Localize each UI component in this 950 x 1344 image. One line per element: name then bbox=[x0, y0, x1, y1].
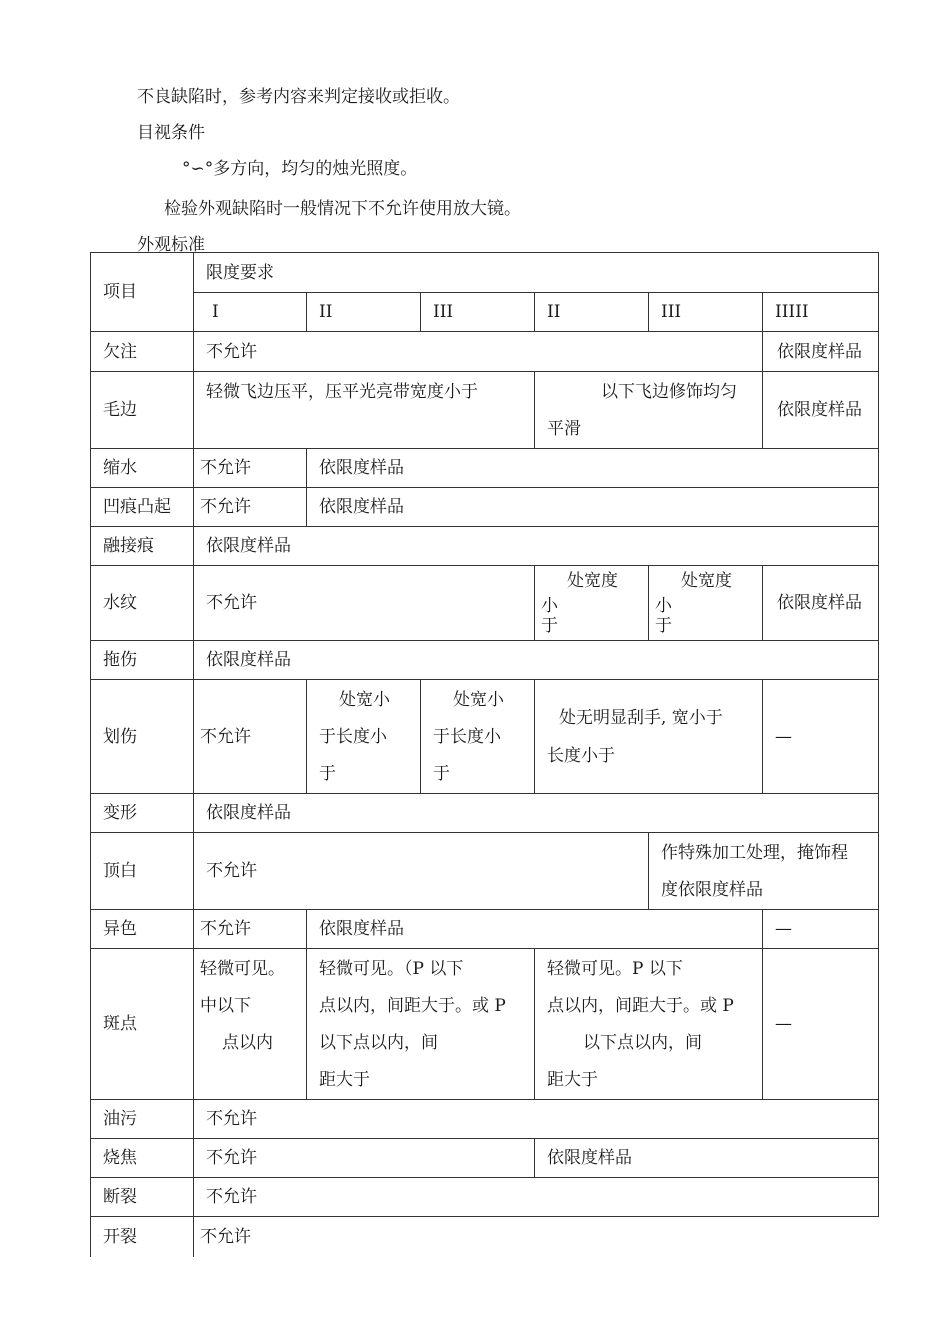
table-row bbox=[91, 1100, 879, 1139]
row-label: 欠注 bbox=[91, 332, 194, 372]
intro-line-4: 检验外观缺陷时一般情况下不允许使用放大镜。 bbox=[164, 199, 521, 219]
row-label: 斑点 bbox=[91, 949, 194, 1100]
table-cell bbox=[307, 949, 535, 1100]
table-row bbox=[91, 910, 879, 949]
table-cell: 不允许 bbox=[194, 910, 307, 949]
cell-text: 于长度小 bbox=[319, 727, 387, 747]
cell-text: 小 bbox=[655, 596, 672, 616]
table-row bbox=[91, 1178, 879, 1217]
table-cell: — bbox=[763, 910, 879, 949]
table-row bbox=[91, 566, 879, 641]
table-cell: 不允许 bbox=[194, 1178, 879, 1217]
cell-text: 距大于 bbox=[319, 1070, 370, 1090]
row-label: 水纹 bbox=[91, 566, 194, 641]
cell-text: 处宽度 bbox=[681, 571, 732, 591]
cell-text: 处无明显刮手, 宽小于 bbox=[559, 707, 723, 728]
appearance-standard-table bbox=[90, 252, 879, 1257]
cell-text: 点以内，间距大于。或 P bbox=[547, 996, 734, 1016]
cell-text: 以下点以内，间 bbox=[583, 1033, 702, 1053]
table-cell: 不允许 bbox=[194, 449, 307, 488]
table-cell bbox=[535, 372, 763, 449]
cell-text: 于 bbox=[319, 764, 336, 784]
cell-text: 中以下 bbox=[200, 996, 251, 1016]
level-5: III bbox=[649, 293, 763, 332]
cell-text: 处宽小 bbox=[339, 690, 390, 710]
cell-text: 处宽小 bbox=[453, 690, 504, 710]
row-label: 毛边 bbox=[91, 372, 194, 449]
cell-text: 作特殊加工处理，掩饰程 bbox=[661, 843, 848, 863]
table-row bbox=[91, 1217, 879, 1257]
cell-text: 点以内，间距大于。或 P bbox=[319, 996, 506, 1016]
table-cell: 依限度样品 bbox=[307, 488, 879, 527]
row-label: 融接痕 bbox=[91, 527, 194, 566]
table-cell: 依限度样品 bbox=[307, 910, 763, 949]
intro-line-2: 目视条件 bbox=[137, 123, 205, 143]
table-cell bbox=[649, 566, 763, 641]
level-1: Ⅰ bbox=[194, 293, 307, 332]
row-label: 油污 bbox=[91, 1100, 194, 1139]
row-label: 变形 bbox=[91, 794, 194, 833]
cell-text: 处宽度 bbox=[567, 571, 618, 591]
level-4: II bbox=[535, 293, 649, 332]
table-row bbox=[91, 372, 879, 449]
table-cell: — bbox=[763, 680, 879, 794]
table-row bbox=[91, 293, 879, 332]
cell-text: 距大于 bbox=[547, 1070, 598, 1090]
level-3: III bbox=[421, 293, 535, 332]
table-row bbox=[91, 332, 879, 372]
table-cell bbox=[535, 949, 763, 1100]
header-limit: 限度要求 bbox=[194, 253, 879, 293]
table-cell: 依限度样品 bbox=[535, 1139, 879, 1178]
table-cell: 依限度样品 bbox=[307, 449, 879, 488]
table-cell: 不允许 bbox=[194, 680, 307, 794]
table-cell: 依限度样品 bbox=[194, 641, 879, 680]
row-label: 划伤 bbox=[91, 680, 194, 794]
table-cell: — bbox=[763, 949, 879, 1100]
cell-text: 轻微可见。P 以下 bbox=[547, 959, 683, 979]
table-cell: 依限度样品 bbox=[194, 794, 879, 833]
table-cell: 不允许 bbox=[194, 488, 307, 527]
intro-line-5: 外观标准 bbox=[137, 235, 205, 255]
cell-text: 长度小于 bbox=[547, 745, 615, 766]
table-cell bbox=[535, 680, 763, 794]
row-label: 开裂 bbox=[91, 1217, 194, 1257]
table-cell bbox=[649, 833, 879, 910]
table-row bbox=[91, 527, 879, 566]
cell-text: 于 bbox=[433, 764, 450, 784]
cell-text: 小 bbox=[541, 596, 558, 616]
cell-text: 轻微飞边压平，压平光亮带宽度小于 bbox=[206, 382, 478, 402]
table-cell: 不允许 bbox=[194, 566, 535, 641]
row-label: 断裂 bbox=[91, 1178, 194, 1217]
intro-line-3: °∽°多方向，均匀的烛光照度。 bbox=[182, 159, 418, 179]
cell-text: 于 bbox=[655, 616, 672, 636]
table-cell: 依限度样品 bbox=[194, 527, 879, 566]
table-cell bbox=[194, 949, 307, 1100]
table-cell: 不允许 bbox=[194, 1139, 535, 1178]
table-cell: 不允许 bbox=[194, 833, 649, 910]
table-cell bbox=[535, 566, 649, 641]
table-cell: 依限度样品 bbox=[763, 566, 879, 641]
table-cell bbox=[421, 680, 535, 794]
table-row bbox=[91, 1139, 879, 1178]
table-cell: 依限度样品 bbox=[763, 372, 879, 449]
table-row bbox=[91, 641, 879, 680]
row-label: 拖伤 bbox=[91, 641, 194, 680]
level-2: II bbox=[307, 293, 421, 332]
table-cell: 不允许 bbox=[194, 332, 763, 372]
table-row bbox=[91, 488, 879, 527]
row-label: 烧焦 bbox=[91, 1139, 194, 1178]
header-item: 项目 bbox=[91, 253, 194, 332]
table-cell bbox=[194, 372, 535, 449]
table-row bbox=[91, 833, 879, 910]
level-6: IIIII bbox=[763, 293, 879, 332]
cell-text: 于 bbox=[541, 616, 558, 636]
intro-line-1: 不良缺陷时，参考内容来判定接收或拒收。 bbox=[137, 87, 460, 107]
row-label: 异色 bbox=[91, 910, 194, 949]
table-cell: 不允许 bbox=[194, 1100, 879, 1139]
row-label: 凹痕凸起 bbox=[91, 488, 194, 527]
table-cell: 不允许 bbox=[194, 1217, 879, 1257]
cell-text: 轻微可见。 bbox=[200, 959, 285, 979]
cell-text: 以下点以内，间 bbox=[319, 1033, 438, 1053]
cell-text: 于长度小 bbox=[433, 727, 501, 747]
table-row bbox=[91, 449, 879, 488]
cell-text: 以下飞边修饰均匀 bbox=[601, 382, 737, 402]
row-label: 缩水 bbox=[91, 449, 194, 488]
table-row bbox=[91, 794, 879, 833]
row-label: 顶白 bbox=[91, 833, 194, 910]
table-cell: 依限度样品 bbox=[763, 332, 879, 372]
table-row bbox=[91, 949, 879, 1100]
table-row bbox=[91, 253, 879, 293]
cell-text: 平滑 bbox=[547, 419, 581, 439]
table-row bbox=[91, 680, 879, 794]
cell-text: 轻微可见。（P 以下 bbox=[319, 959, 464, 979]
cell-text: 度依限度样品 bbox=[661, 880, 763, 900]
table-cell bbox=[307, 680, 421, 794]
cell-text: 点以内 bbox=[222, 1033, 273, 1053]
